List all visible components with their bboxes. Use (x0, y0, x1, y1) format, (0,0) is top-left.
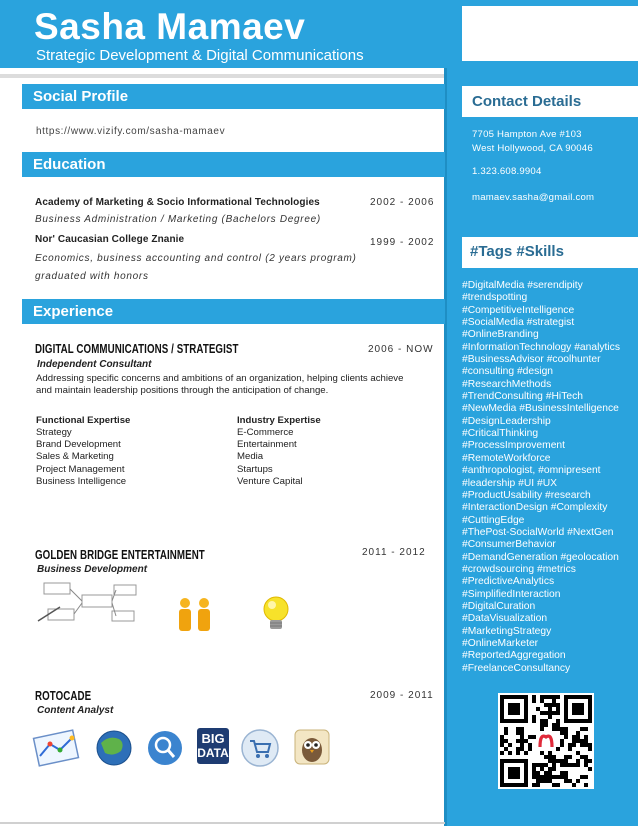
industry-expertise-item: E-Commerce (237, 427, 294, 438)
tag-line: #ThePost-SocialWorld #NextGen (462, 526, 614, 538)
contact-phone[interactable]: 1.323.608.9904 (472, 166, 542, 177)
header-white-box (462, 6, 638, 61)
job-title: DIGITAL COMMUNICATIONS / STRATEGIST (35, 342, 239, 356)
lightbulb-icon (259, 595, 293, 633)
tag-line: #InformationTechnology #analytics (462, 341, 620, 353)
flowchart-icon (36, 581, 140, 625)
contact-address-line: 7705 Hampton Ave #103 (472, 129, 582, 140)
tag-line: #DigitalMedia #serendipity (462, 280, 583, 291)
tag-line: #SimplifiedInteraction (462, 588, 561, 600)
tag-line: #ReportedAggregation (462, 650, 566, 662)
job-dates: 2006 - NOW (368, 344, 434, 355)
experience-title: Experience (33, 303, 114, 320)
education-years: 1999 - 2002 (370, 237, 435, 248)
education-school: Nor' Caucasian College Znanie (35, 234, 185, 245)
functional-expertise-item: Project Management (36, 464, 125, 475)
job-title: ROTOCADE (35, 689, 92, 703)
tag-line: #MarketingStrategy (462, 625, 552, 637)
chart-icon (32, 728, 82, 768)
tag-line: #ResearchMethods (462, 378, 552, 390)
social-profile-title: Social Profile (33, 88, 129, 105)
education-detail: Business Administration / Marketing (Bachelors Degree) (35, 214, 321, 225)
job-role: Independent Consultant (37, 359, 152, 370)
big-data-label: DATA (197, 746, 229, 760)
job-description-line: and maintain leadership positions through the anticipation of change. (36, 385, 329, 396)
person-name: Sasha Mamaev (34, 6, 306, 47)
tag-line: #OnlineMarketer (462, 637, 539, 649)
tag-line: #ProductUsability #research (462, 489, 591, 501)
job-role: Content Analyst (37, 705, 114, 716)
tag-line: #TrendConsulting #HiTech (462, 391, 583, 403)
social-profile-url[interactable]: https://www.vizify.com/sasha-mamaev (36, 126, 226, 137)
tag-line: #RemoteWorkforce (462, 452, 551, 464)
person-subtitle: Strategic Development & Digital Communications (36, 47, 364, 64)
industry-expertise-title: Industry Expertise (237, 415, 321, 426)
industry-expertise-item: Media (237, 451, 264, 462)
job-role: Business Development (37, 564, 148, 575)
functional-expertise-item: Brand Development (36, 439, 121, 450)
bottom-rule (0, 822, 445, 824)
tag-line: #DigitalCuration (462, 600, 536, 612)
tag-line: #SocialMedia #strategist (462, 317, 575, 329)
header-divider (0, 74, 445, 78)
education-detail: Economics, business accounting and control (2 years program) (35, 253, 357, 264)
job-dates: 2009 - 2011 (370, 690, 434, 701)
tag-line: #ConsumerBehavior (462, 539, 556, 551)
tag-line: #DemandGeneration #geolocation (462, 551, 619, 563)
tag-line: #PredictiveAnalytics (462, 576, 555, 588)
right-column-edge (444, 68, 447, 826)
magnifier-icon (146, 729, 184, 767)
people-icon (174, 597, 216, 633)
tags-list (462, 280, 620, 675)
shopping-cart-icon (240, 728, 280, 768)
job-dates: 2011 - 2012 (362, 547, 426, 558)
big-data-icon (197, 728, 229, 764)
tag-line: #FreelanceConsultancy (462, 662, 571, 674)
tag-line: #leadership #UI #UX (462, 477, 558, 489)
tag-line: #consulting #design (462, 366, 554, 378)
tag-line: #OnlineBranding (462, 329, 539, 341)
tag-line: #DesignLeadership (462, 415, 551, 427)
big-data-label: BIG (201, 731, 225, 746)
tag-line: #DataVisualization (462, 613, 548, 625)
education-note: graduated with honors (35, 271, 149, 282)
tag-line: #NewMedia #BusinessIntelligence (462, 403, 619, 415)
tag-line: #CriticalThinking (462, 428, 539, 440)
tag-line: #trendspotting (462, 292, 528, 304)
education-title: Education (33, 156, 106, 173)
functional-expertise-item: Business Intelligence (36, 476, 127, 487)
education-years: 2002 - 2006 (370, 197, 435, 208)
functional-expertise-item: Sales & Marketing (36, 451, 114, 462)
tag-line: #BusinessAdvisor #coolhunter (462, 354, 601, 366)
tag-line: #ProcessImprovement (462, 440, 566, 452)
functional-expertise-title: Functional Expertise (36, 415, 131, 426)
tag-line: #CuttingEdge (462, 514, 525, 526)
industry-expertise-item: Entertainment (237, 439, 297, 450)
industry-expertise-item: Startups (237, 464, 273, 475)
contact-address-line: West Hollywood, CA 90046 (472, 143, 593, 154)
job-description-line: Addressing specific concerns and ambitions of an organization, helping clients achieve (36, 373, 404, 384)
owl-icon (293, 728, 331, 766)
tag-line: #InteractionDesign #Complexity (462, 502, 608, 514)
functional-expertise-item: Strategy (36, 427, 72, 438)
contact-email[interactable]: mamaev.sasha@gmail.com (472, 192, 595, 203)
tags-title: #Tags #Skills (470, 243, 564, 260)
tag-line: #crowdsourcing #metrics (462, 563, 576, 575)
industry-expertise-item: Venture Capital (237, 476, 303, 487)
tag-line: #anthropologist, #omnipresent (462, 465, 601, 477)
qr-code[interactable] (500, 695, 592, 787)
globe-icon (95, 729, 133, 767)
education-school: Academy of Marketing & Socio Informational Technologies (35, 197, 320, 208)
tag-line: #CompetitiveIntelligence (462, 304, 575, 316)
contact-title: Contact Details (472, 93, 582, 110)
job-title: GOLDEN BRIDGE ENTERTAINMENT (35, 548, 205, 562)
